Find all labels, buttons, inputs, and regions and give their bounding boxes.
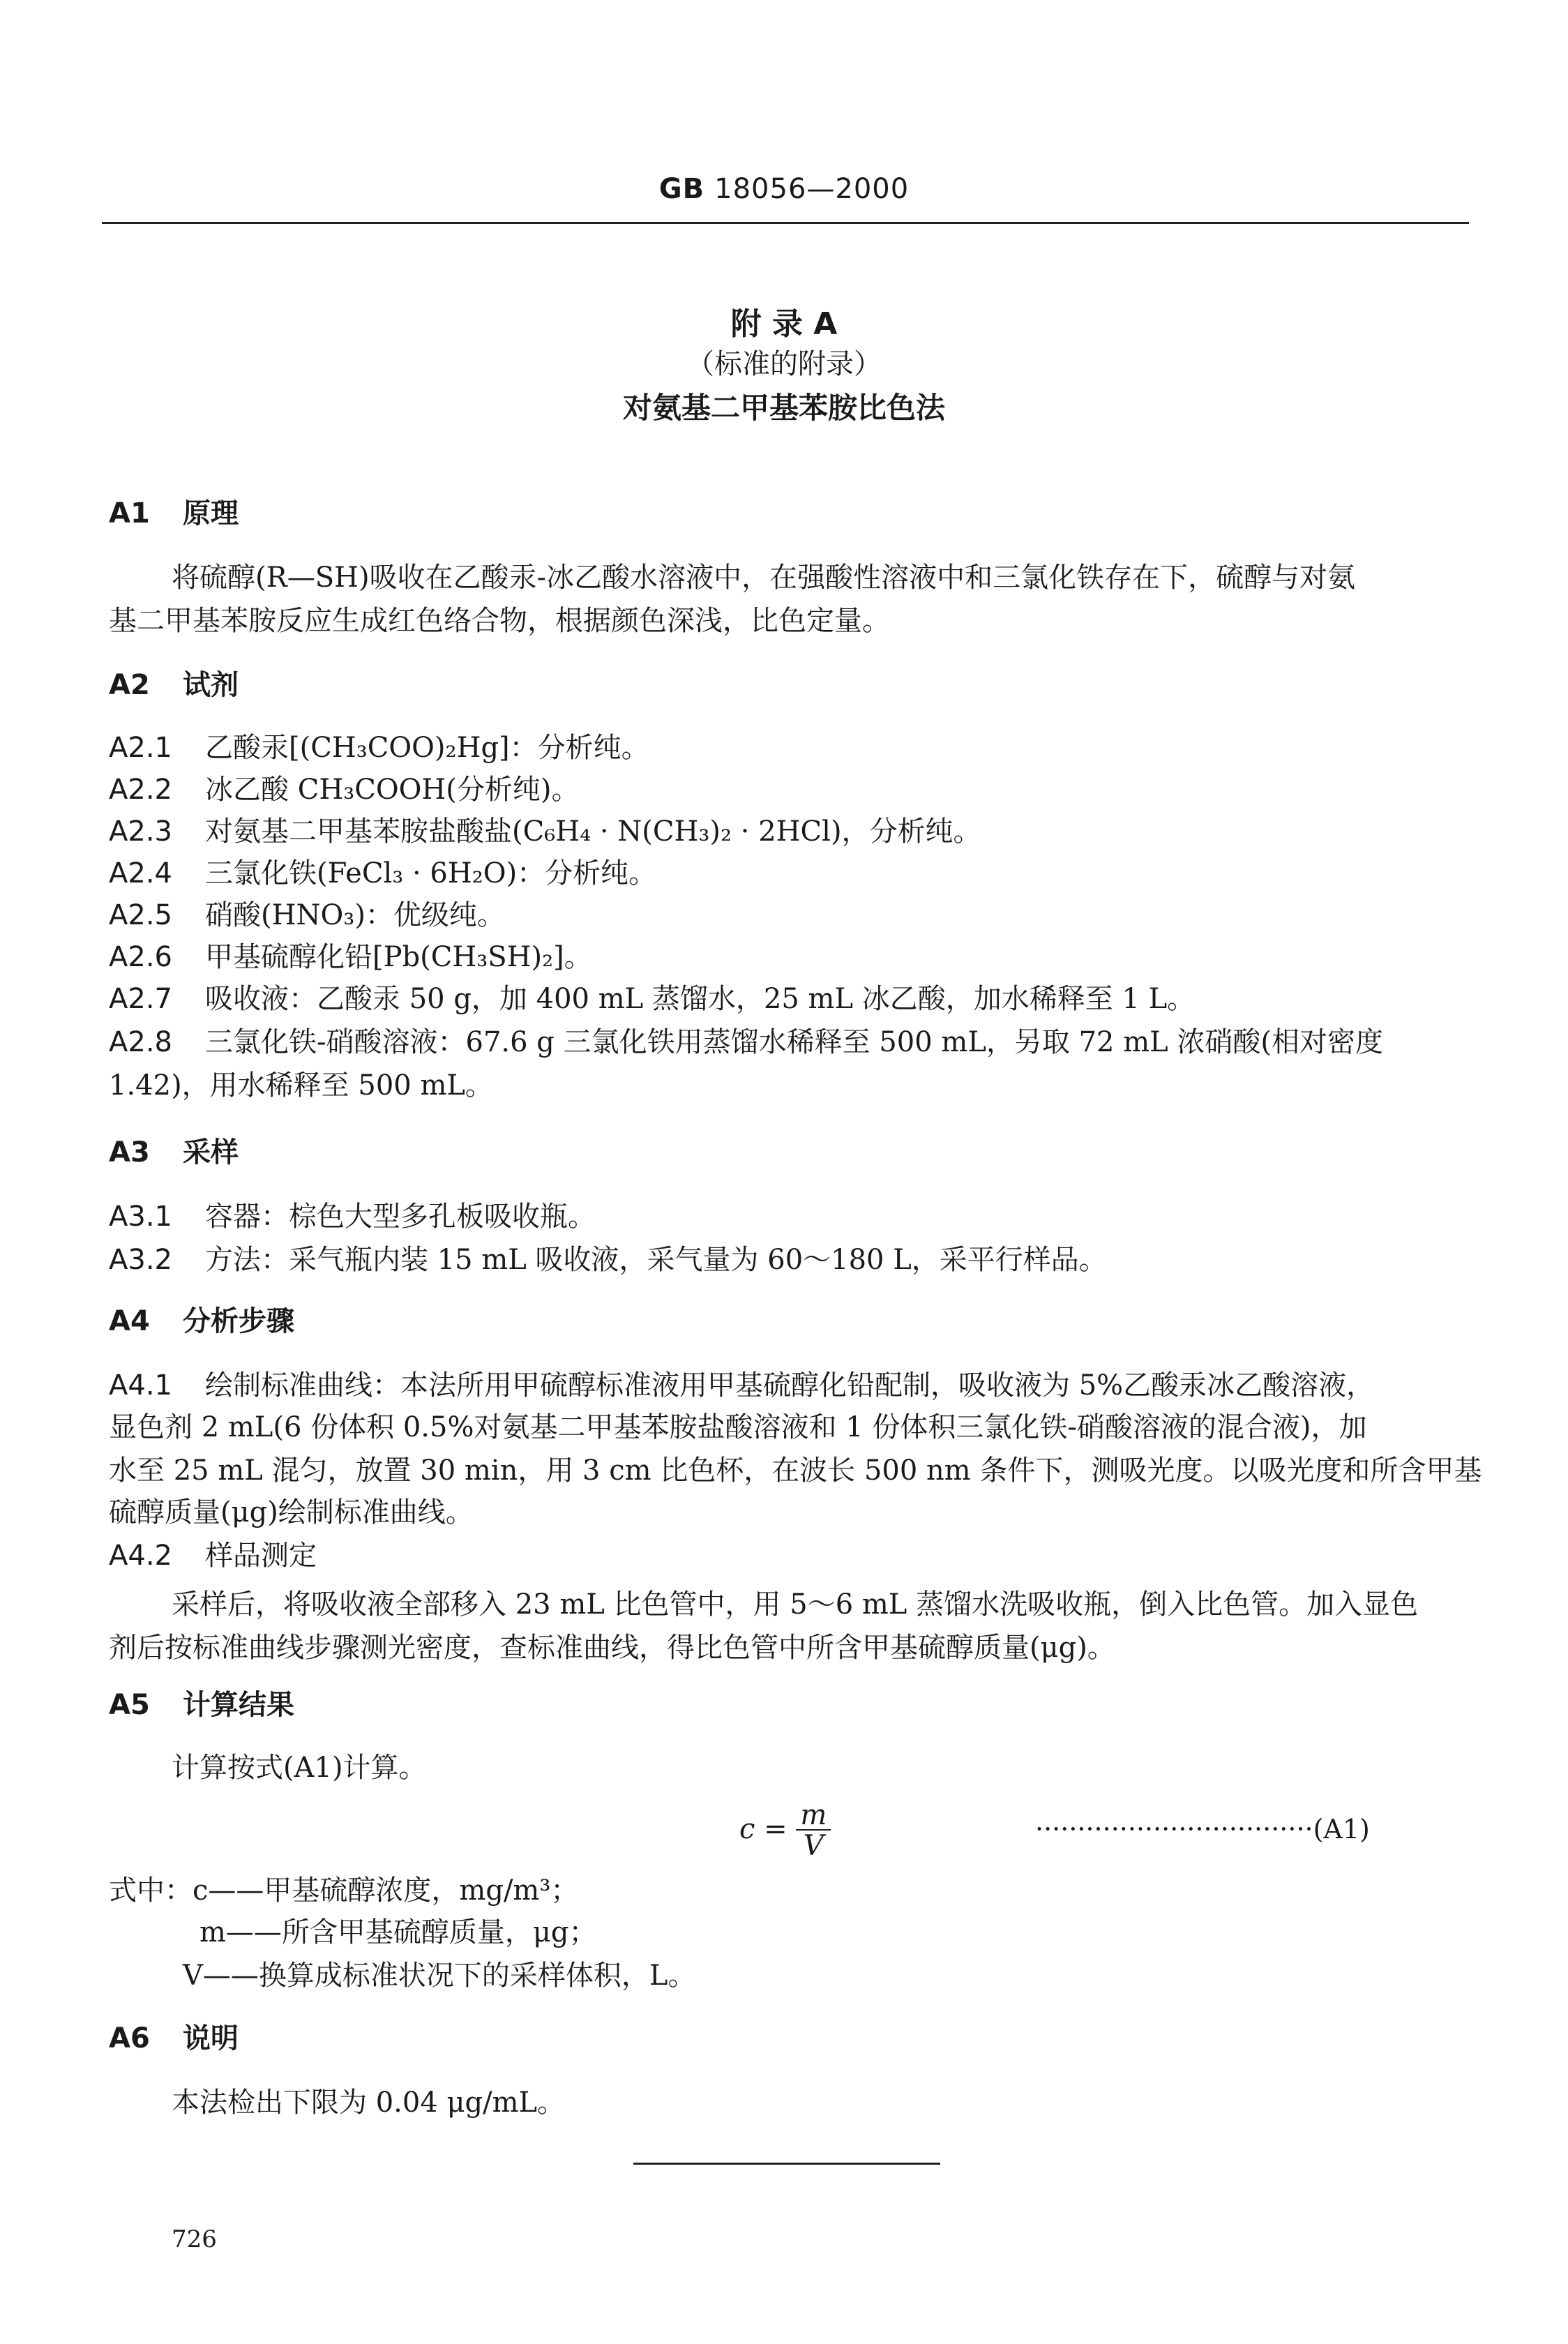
- paragraph-line: 采样后，将吸收液全部移入 23 mL 比色管中，用 5～6 mL 蒸馏水洗吸收瓶，倒入比色管。加入显色: [172, 1588, 1419, 1621]
- item-text: 乙酸汞[(CH₃COO)₂Hg]：分析纯。: [205, 732, 649, 764]
- header-rule: [102, 222, 1469, 224]
- list-item: [109, 1194, 596, 1234]
- item-number: A4.2: [109, 1540, 172, 1572]
- section-number: A1: [109, 497, 150, 529]
- item-text: 样品测定: [205, 1540, 317, 1572]
- header-prefix: GB: [658, 173, 705, 205]
- item-number: A2.2: [109, 774, 172, 806]
- item-text: 三氯化铁-硝酸溶液：67.6 g 三氯化铁用蒸馏水稀释至 500 mL，另取 72 mL 浓硝酸(相对密度: [205, 1026, 1384, 1058]
- method-title: 对氨基二甲基苯胺比色法: [622, 391, 945, 425]
- item-text: 硝酸(HNO₃)：优级纯。: [205, 899, 505, 931]
- fraction-denominator: V: [803, 1830, 824, 1862]
- item-number: A3.1: [109, 1201, 172, 1233]
- where-description: 换算成标准状况下的采样体积，L。: [258, 1960, 696, 1992]
- item-text: 方法：采气瓶内装 15 mL 吸收液，采气量为 60～180 L，采平行样品。: [205, 1244, 1107, 1276]
- list-item: [109, 809, 981, 849]
- list-item: [109, 1020, 1383, 1060]
- where-symbol: V——: [183, 1960, 259, 1992]
- section-number: A6: [109, 2022, 150, 2054]
- list-item: [109, 1238, 1107, 1277]
- section-number: A4: [109, 1305, 150, 1337]
- paragraph-line: 基二甲基苯胺反应生成红色络合物，根据颜色深浅，比色定量。: [109, 605, 890, 637]
- section-number: A2: [109, 669, 150, 701]
- section-heading-a6: [109, 2016, 239, 2056]
- item-number: A2.7: [109, 983, 172, 1015]
- equation-tag: ·································(A1): [1035, 1814, 1370, 1845]
- where-description: 甲基硫醇浓度，mg/m³；: [264, 1875, 579, 1907]
- item-text: 绘制标准曲线：本法所用甲硫醇标准液用甲基硫醇化铅配制，吸收液为 5%乙酸汞冰乙酸溶液，: [205, 1369, 1375, 1402]
- list-item: [109, 767, 580, 807]
- standard-header: [0, 173, 1568, 205]
- list-item: [109, 893, 505, 933]
- paragraph-line: [109, 1363, 1374, 1403]
- paragraph-line: 本法检出下限为 0.04 μg/mL。: [172, 2087, 566, 2119]
- section-heading-a5: [109, 1683, 294, 1722]
- paragraph-line: 硫醇质量(μg)绘制标准曲线。: [109, 1496, 474, 1528]
- item-number: A2.5: [109, 899, 172, 931]
- section-heading-a3: [109, 1130, 239, 1170]
- section-number: A3: [109, 1136, 150, 1169]
- appendix-subtitle: （标准的附录）: [686, 348, 882, 380]
- section-title: 采样: [183, 1136, 239, 1169]
- formula-intro: 计算按式(A1)计算。: [172, 1752, 427, 1784]
- end-rule: [633, 2163, 940, 2165]
- list-item: [109, 851, 656, 891]
- paragraph-line: 显色剂 2 mL(6 份体积 0.5%对氨基二甲基苯胺盐酸溶液和 1 份体积三氯化铁-硝酸溶液的混合液)，加: [109, 1411, 1367, 1443]
- item-number: A3.2: [109, 1244, 172, 1276]
- item-text: 冰乙酸 CH₃COOH(分析纯)。: [205, 774, 580, 806]
- list-item: [109, 935, 592, 975]
- section-title: 分析步骤: [183, 1305, 294, 1337]
- where-line: [109, 1868, 578, 1908]
- item-number: A4.1: [109, 1369, 172, 1402]
- formula: [739, 1801, 831, 1861]
- where-line: [199, 1910, 597, 1950]
- section-heading-a2: [109, 663, 239, 703]
- fraction: [796, 1801, 831, 1861]
- section-title: 计算结果: [183, 1689, 294, 1721]
- section-title: 说明: [183, 2022, 239, 2054]
- item-number: A2.6: [109, 941, 172, 973]
- item-text: 容器：棕色大型多孔板吸收瓶。: [205, 1201, 596, 1233]
- section-heading-a4: [109, 1299, 294, 1339]
- list-item: [109, 726, 649, 765]
- item-number: A2.3: [109, 816, 172, 848]
- subsection-heading: [109, 1533, 317, 1573]
- list-item: [109, 977, 1195, 1016]
- item-text: 甲基硫醇化铅[Pb(CH₃SH)₂]。: [205, 941, 592, 973]
- where-symbol: m——: [199, 1916, 282, 1948]
- item-text: 对氨基二甲基苯胺盐酸盐(C₆H₄ · N(CH₃)₂ · 2HCl)，分析纯。: [205, 816, 981, 848]
- item-text: 三氯化铁(FeCl₃ · 6H₂O)：分析纯。: [205, 857, 657, 889]
- section-number: A5: [109, 1689, 150, 1721]
- paragraph-line: 将硫醇(R—SH)吸收在乙酸汞-冰乙酸水溶液中，在强酸性溶液中和三氯化铁存在下，硫醇与对氨: [172, 562, 1356, 594]
- where-symbol: 式中：c——: [109, 1875, 264, 1907]
- item-number: A2.4: [109, 857, 172, 889]
- item-text: 吸收液：乙酸汞 50 g，加 400 mL 蒸馏水，25 mL 冰乙酸，加水稀释至 1 L。: [205, 983, 1196, 1015]
- item-continuation: 1.42)，用水稀释至 500 mL。: [109, 1069, 493, 1102]
- section-heading-a1: [109, 491, 239, 531]
- section-title: 原理: [183, 497, 239, 529]
- header-number: 18056—2000: [714, 173, 910, 205]
- formula-lhs: c =: [739, 1813, 787, 1845]
- section-title: 试剂: [183, 669, 239, 701]
- item-number: A2.1: [109, 732, 172, 764]
- item-number: A2.8: [109, 1026, 172, 1058]
- paragraph-line: 水至 25 mL 混匀，放置 30 min，用 3 cm 比色杯，在波长 500 nm 条件下，测吸光度。以吸光度和所含甲基: [109, 1455, 1482, 1487]
- page-number: 726: [172, 2225, 217, 2253]
- where-description: 所含甲基硫醇质量，μg；: [281, 1916, 597, 1948]
- appendix-title: 附 录 A: [730, 306, 838, 342]
- where-line: [183, 1953, 695, 1993]
- fraction-numerator: m: [796, 1801, 831, 1831]
- paragraph-line: 剂后按标准曲线步骤测光密度，查标准曲线，得比色管中所含甲基硫醇质量(μg)。: [109, 1632, 1115, 1664]
